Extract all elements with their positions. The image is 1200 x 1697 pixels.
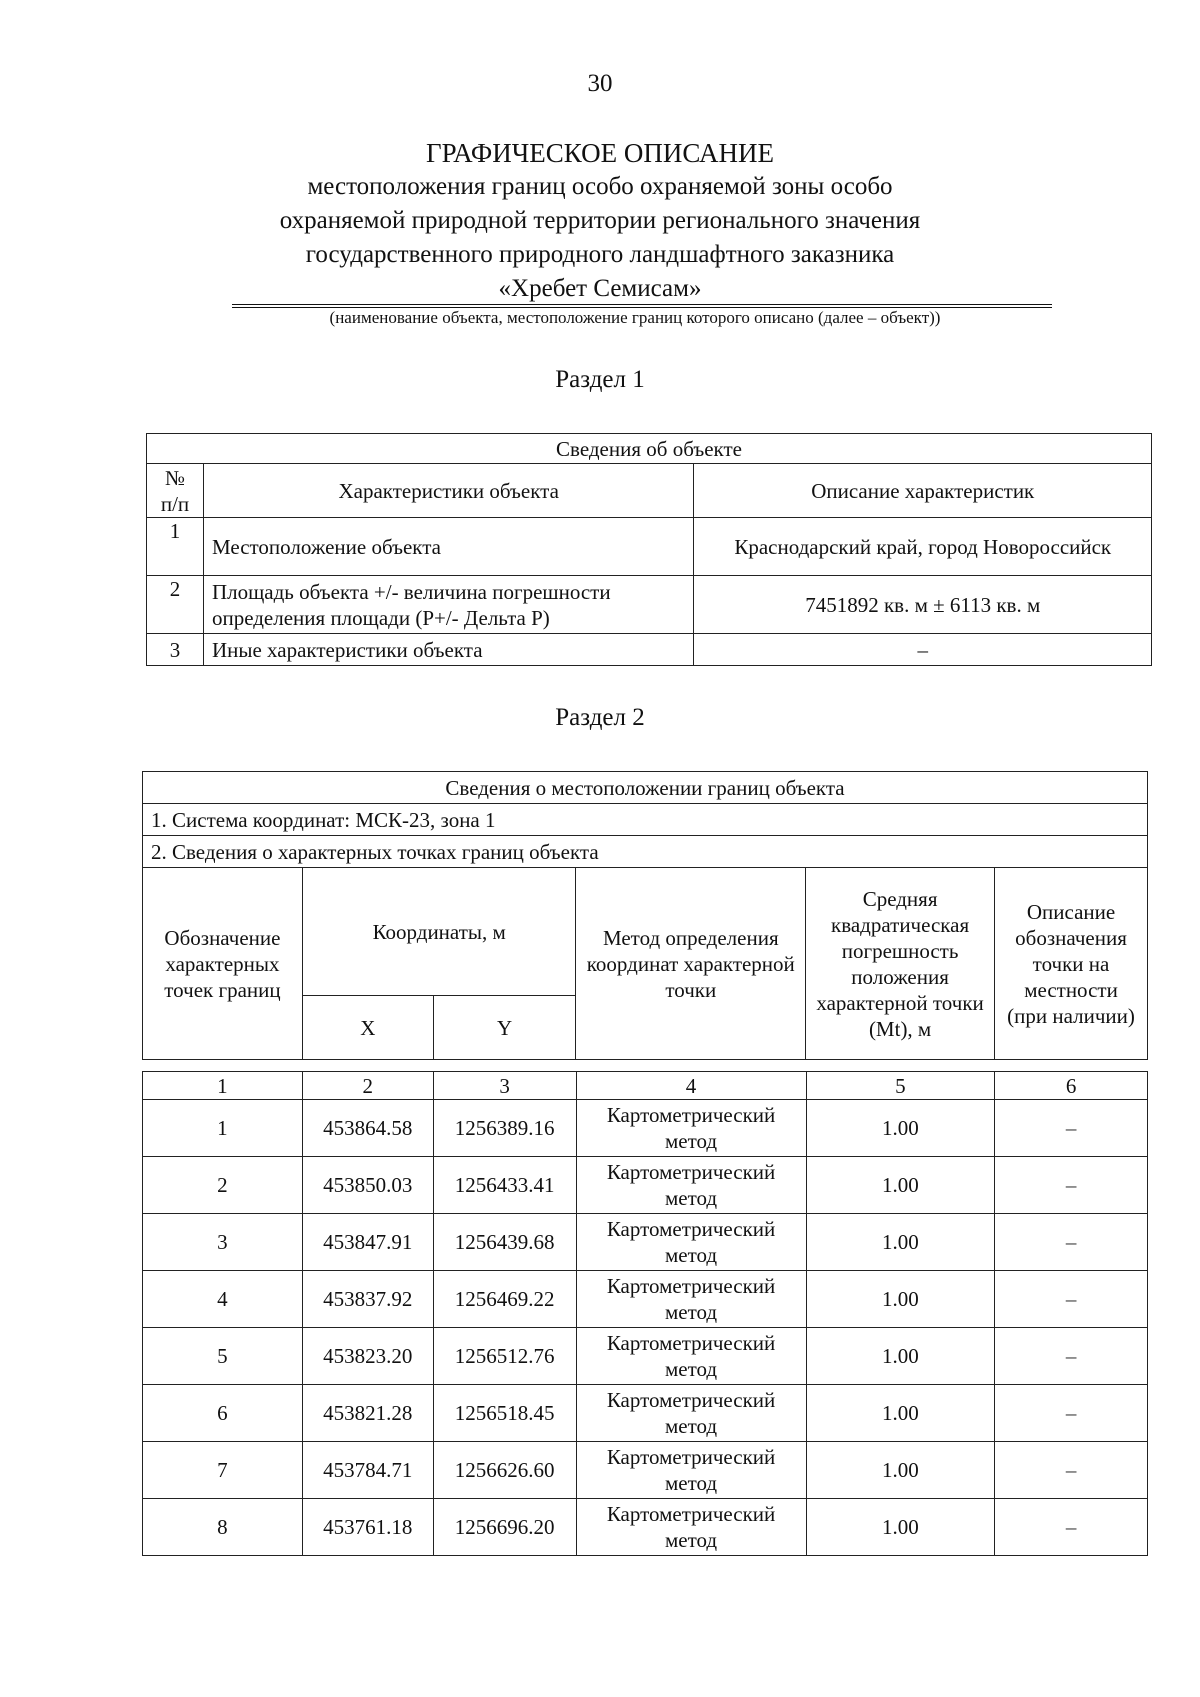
header-description: Описание характеристик xyxy=(694,464,1152,518)
header-point: Обозначение характерных точек границ xyxy=(143,868,303,1060)
row-y: 1256433.41 xyxy=(433,1157,576,1214)
row-description: – xyxy=(694,634,1152,666)
row-note: – xyxy=(995,1385,1148,1442)
row-num: 1 xyxy=(147,518,204,576)
row-point: 4 xyxy=(143,1271,303,1328)
row-y: 1256518.45 xyxy=(433,1385,576,1442)
col-number: 4 xyxy=(576,1072,806,1100)
boundary-header-table xyxy=(142,771,1148,1060)
row-error: 1.00 xyxy=(806,1328,995,1385)
coord-system: 1. Система координат: МСК-23, зона 1 xyxy=(143,804,1148,836)
section1-heading: Раздел 1 xyxy=(555,366,645,393)
title-line: местоположения границ особо охраняемой зоны особо xyxy=(307,173,893,200)
title-line: государственного природного ландшафтного заказника xyxy=(305,241,895,268)
row-error: 1.00 xyxy=(806,1157,995,1214)
table-title: Сведения о местоположении границ объекта xyxy=(143,772,1148,804)
header-x: X xyxy=(302,996,433,1060)
row-method: Картометрический метод xyxy=(576,1157,806,1214)
col-number: 3 xyxy=(433,1072,576,1100)
table-row xyxy=(143,1271,1148,1328)
row-x: 453823.20 xyxy=(302,1328,433,1385)
column-numbers-row xyxy=(143,1072,1148,1100)
row-x: 453847.91 xyxy=(302,1214,433,1271)
row-characteristic: Местоположение объекта xyxy=(203,518,694,576)
row-note: – xyxy=(995,1157,1148,1214)
table-row xyxy=(143,1328,1148,1385)
row-method: Картометрический метод xyxy=(576,1499,806,1556)
row-point: 3 xyxy=(143,1214,303,1271)
row-error: 1.00 xyxy=(806,1385,995,1442)
row-description: Краснодарский край, город Новороссийск xyxy=(694,518,1152,576)
header-characteristic: Характеристики объекта xyxy=(203,464,694,518)
row-x: 453821.28 xyxy=(302,1385,433,1442)
row-x: 453850.03 xyxy=(302,1157,433,1214)
row-note: – xyxy=(995,1214,1148,1271)
section2-heading: Раздел 2 xyxy=(555,704,645,731)
row-method: Картометрический метод xyxy=(576,1271,806,1328)
col-number: 2 xyxy=(302,1072,433,1100)
row-error: 1.00 xyxy=(806,1100,995,1157)
table-row xyxy=(143,1442,1148,1499)
row-note: – xyxy=(995,1100,1148,1157)
row-y: 1256626.60 xyxy=(433,1442,576,1499)
row-note: – xyxy=(995,1271,1148,1328)
table-row xyxy=(147,518,1152,576)
row-note: – xyxy=(995,1442,1148,1499)
row-y: 1256439.68 xyxy=(433,1214,576,1271)
object-info-table xyxy=(146,433,1152,666)
row-description: 7451892 кв. м ± 6113 кв. м xyxy=(694,576,1152,634)
header-y: Y xyxy=(433,996,576,1060)
title-main: ГРАФИЧЕСКОЕ ОПИСАНИЕ xyxy=(425,138,775,168)
header-error: Средняя квадратическая погрешность положения характерной точки (Мt), м xyxy=(806,868,995,1060)
header-coords: Координаты, м xyxy=(302,868,576,996)
row-error: 1.00 xyxy=(806,1442,995,1499)
table-row xyxy=(147,634,1152,666)
row-point: 1 xyxy=(143,1100,303,1157)
row-note: – xyxy=(995,1328,1148,1385)
row-num: 2 xyxy=(147,576,204,634)
table-row xyxy=(143,1214,1148,1271)
row-method: Картометрический метод xyxy=(576,1214,806,1271)
table-row xyxy=(143,1100,1148,1157)
title-caption: (наименование объекта, местоположение границ которого описано (далее – объект)) xyxy=(329,308,941,327)
points-title: 2. Сведения о характерных точках границ объекта xyxy=(143,836,1148,868)
row-x: 453864.58 xyxy=(302,1100,433,1157)
row-method: Картометрический метод xyxy=(576,1442,806,1499)
row-point: 2 xyxy=(143,1157,303,1214)
row-x: 453837.92 xyxy=(302,1271,433,1328)
header-num: № п/п xyxy=(147,464,204,518)
header-note: Описание обозначения точки на местности (при наличии) xyxy=(995,868,1148,1060)
table-row xyxy=(143,1157,1148,1214)
col-number: 6 xyxy=(995,1072,1148,1100)
row-method: Картометрический метод xyxy=(576,1385,806,1442)
row-characteristic: Иные характеристики объекта xyxy=(203,634,694,666)
row-y: 1256469.22 xyxy=(433,1271,576,1328)
header-method: Метод определения координат характерной точки xyxy=(576,868,806,1060)
points-table xyxy=(142,1071,1148,1556)
table-title: Сведения об объекте xyxy=(147,434,1152,464)
row-point: 5 xyxy=(143,1328,303,1385)
row-method: Картометрический метод xyxy=(576,1100,806,1157)
col-number: 1 xyxy=(143,1072,303,1100)
row-num: 3 xyxy=(147,634,204,666)
row-point: 8 xyxy=(143,1499,303,1556)
row-method: Картометрический метод xyxy=(576,1328,806,1385)
row-x: 453761.18 xyxy=(302,1499,433,1556)
table-row xyxy=(147,576,1152,634)
row-point: 6 xyxy=(143,1385,303,1442)
title-line: охраняемой природной территории регионального значения xyxy=(279,207,921,234)
row-characteristic: Площадь объекта +/- величина погрешности определения площади (Р+/- Дельта Р) xyxy=(203,576,694,634)
row-error: 1.00 xyxy=(806,1499,995,1556)
title-line: «Хребет Семисам» xyxy=(498,275,702,302)
page-number: 30 xyxy=(587,70,613,97)
row-y: 1256389.16 xyxy=(433,1100,576,1157)
row-y: 1256512.76 xyxy=(433,1328,576,1385)
row-error: 1.00 xyxy=(806,1214,995,1271)
row-x: 453784.71 xyxy=(302,1442,433,1499)
row-error: 1.00 xyxy=(806,1271,995,1328)
document-title xyxy=(140,136,1060,306)
table-row xyxy=(143,1499,1148,1556)
col-number: 5 xyxy=(806,1072,995,1100)
table-row xyxy=(143,1385,1148,1442)
row-point: 7 xyxy=(143,1442,303,1499)
row-y: 1256696.20 xyxy=(433,1499,576,1556)
row-note: – xyxy=(995,1499,1148,1556)
